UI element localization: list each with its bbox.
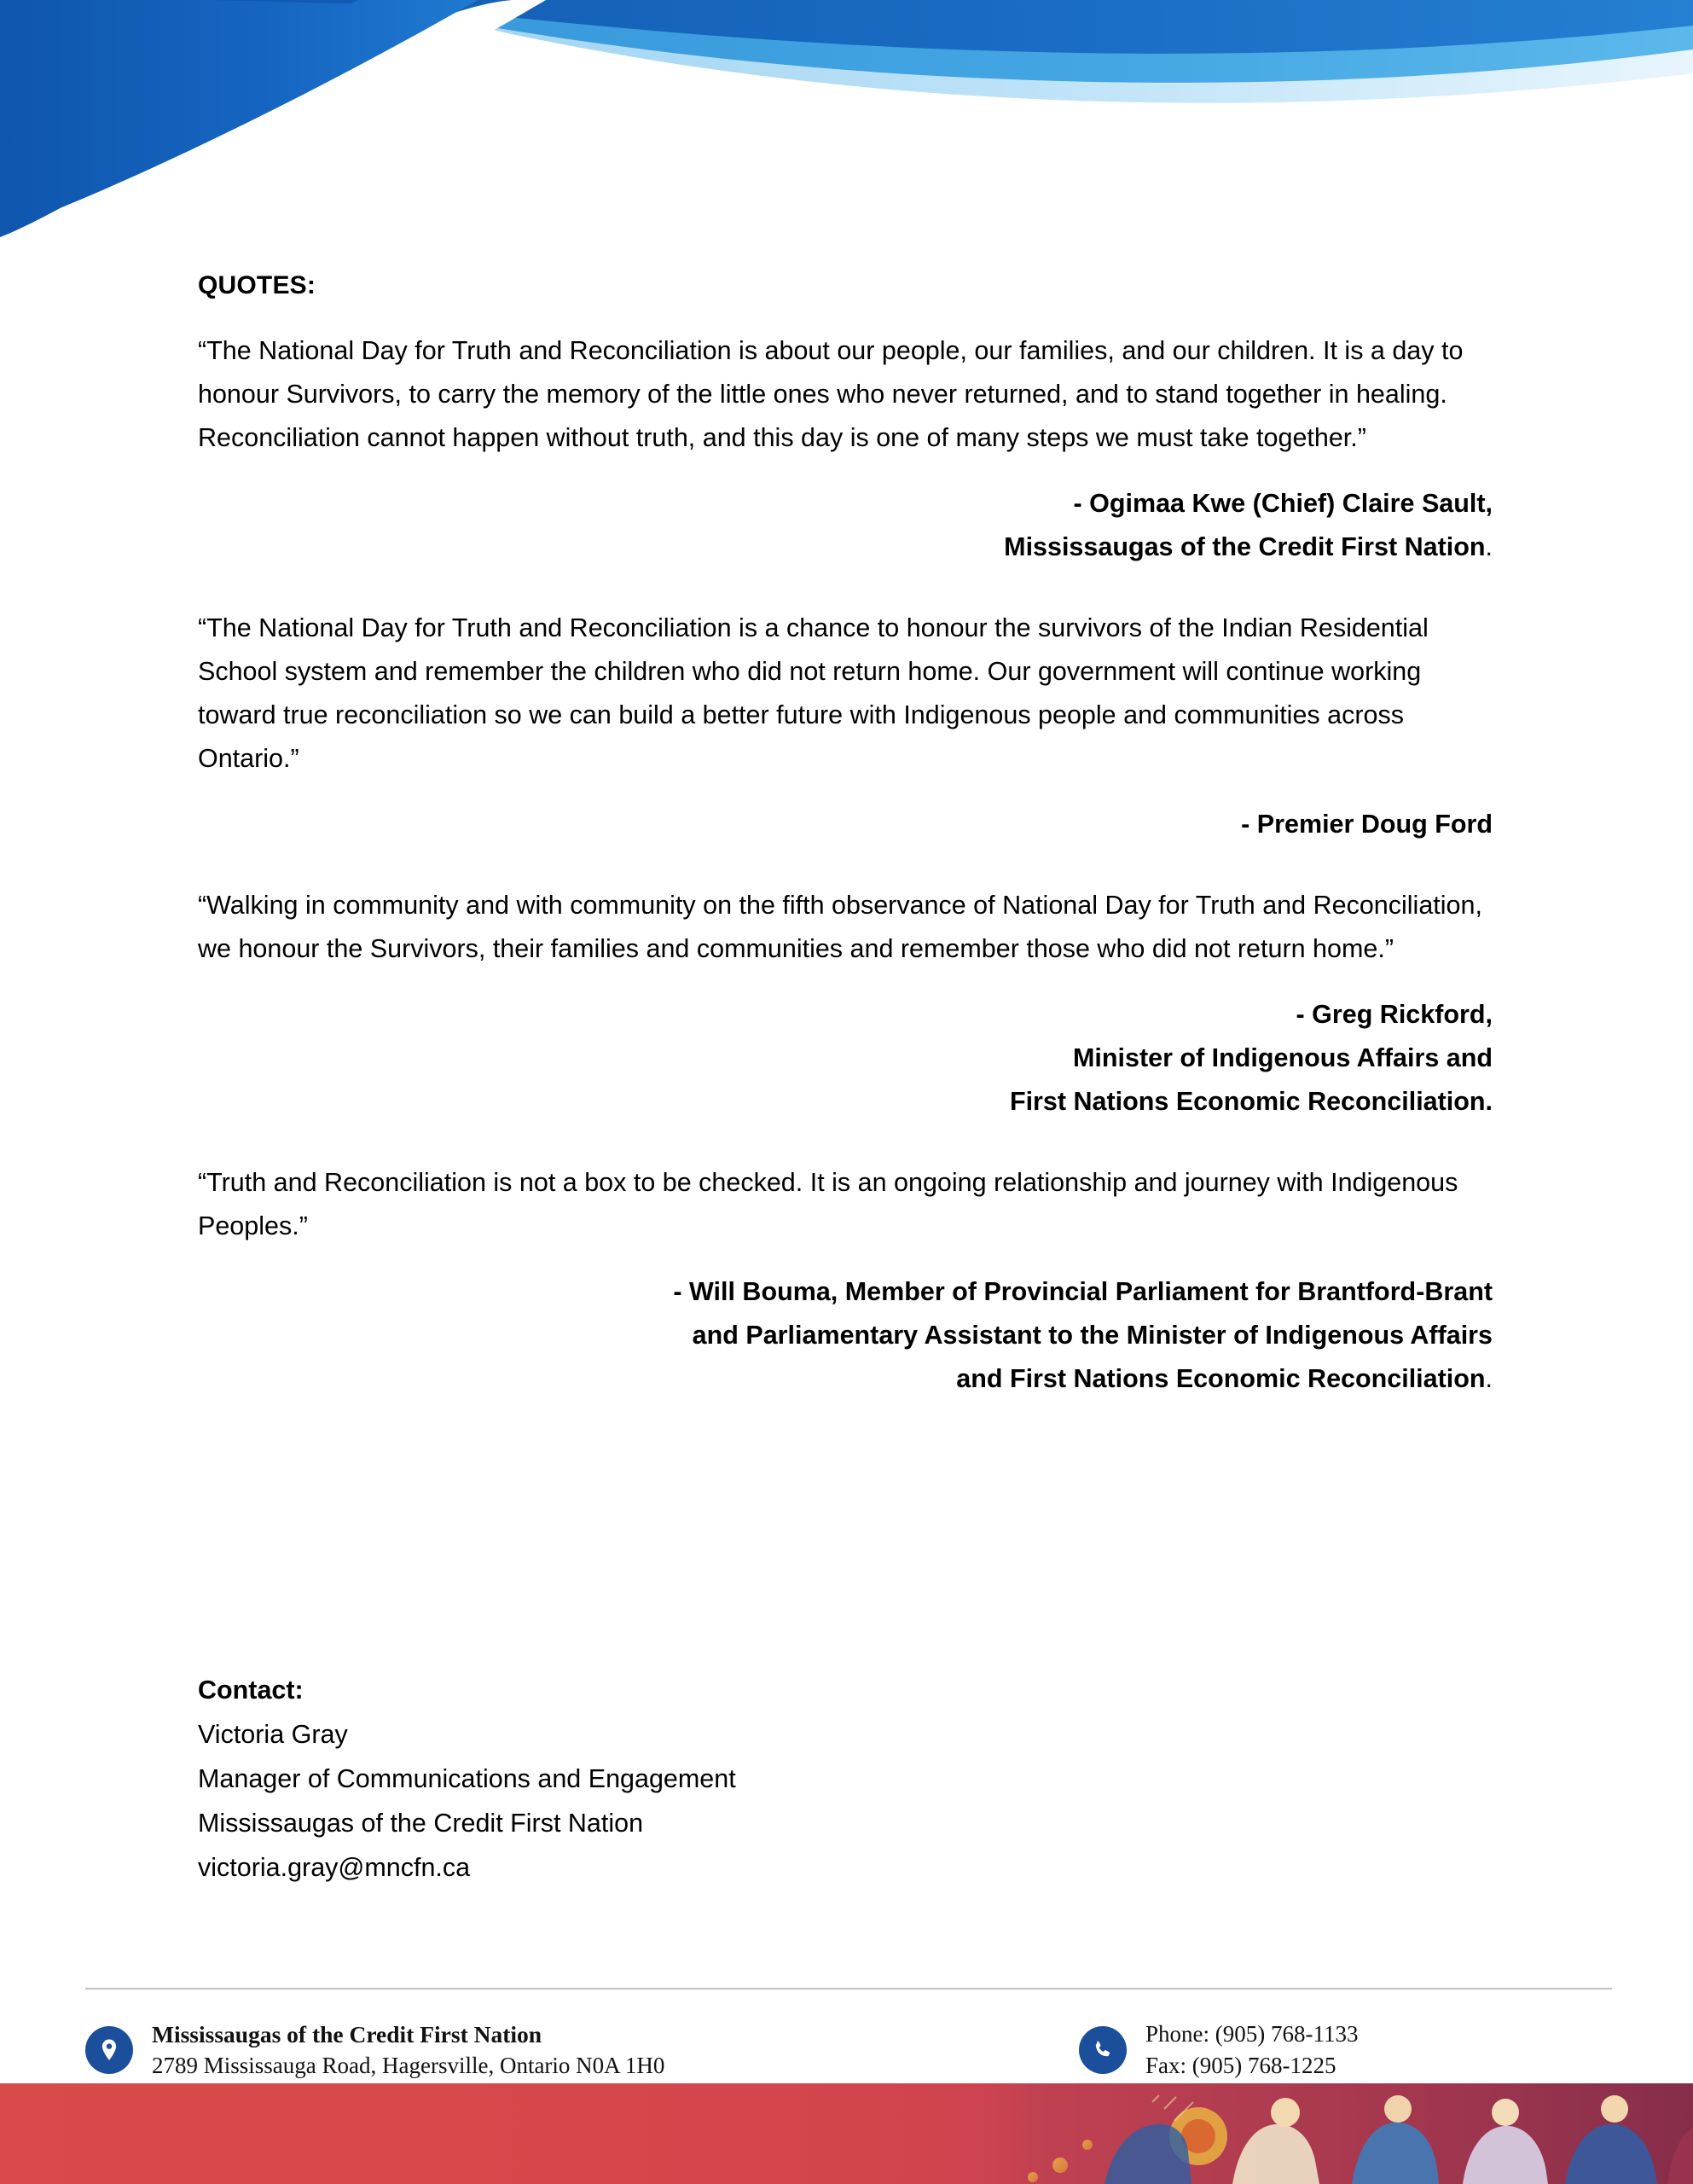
section-label-quotes: QUOTES: <box>198 271 316 299</box>
contact-email[interactable]: victoria.gray@mncfn.ca <box>198 1853 471 1882</box>
page-footer <box>0 1988 1693 2184</box>
attribution-line-3a: - Greg Rickford, <box>1296 1000 1493 1029</box>
attribution-line-4c: and First Nations Economic Reconciliation <box>956 1364 1486 1393</box>
footer-org-name: Mississaugas of the Credit First Nation <box>152 2021 542 2048</box>
attribution-tail-1: . <box>1485 532 1493 561</box>
footer-contact-group <box>1079 2018 1358 2082</box>
attribution-line-2a: - Premier Doug Ford <box>1241 810 1493 839</box>
quote-attribution-4 <box>198 1270 1494 1401</box>
footer-address-group <box>85 2018 664 2082</box>
attribution-line-4a: - Will Bouma, Member of Provincial Parliament for Brantford-Brant <box>673 1277 1493 1306</box>
attribution-line-1b: Mississaugas of the Credit First Nation <box>1004 532 1486 561</box>
indigenous-artwork-icon <box>951 2083 1693 2184</box>
contact-title: Manager of Communications and Engagement <box>198 1764 736 1793</box>
header-swoosh-graphic <box>0 0 1693 282</box>
header-decoration <box>0 0 1693 282</box>
attribution-line-3c: First Nations Economic Reconciliation. <box>1009 1087 1493 1116</box>
phone-icon <box>1079 2026 1127 2074</box>
footer-divider <box>85 1988 1612 1989</box>
footer-art-band <box>0 2083 1693 2184</box>
attribution-line-4b: and Parliamentary Assistant to the Minister of Indigenous Affairs <box>692 1321 1493 1350</box>
footer-address: 2789 Mississauga Road, Hagersville, Ontario N0A 1H0 <box>152 2053 665 2078</box>
attribution-line-1a: - Ogimaa Kwe (Chief) Claire Sault, <box>1073 489 1493 518</box>
quote-text-2: “The National Day for Truth and Reconciliation is a chance to honour the survivors of the Indian Residential School system and remember the children who did not return home. Our government will continue working toward true reconciliation so we can build a better future with Indigenous people and communities across Ontario.” <box>198 613 1429 773</box>
quote-attribution-2 <box>198 803 1494 846</box>
quote-attribution-3 <box>198 993 1494 1124</box>
attribution-line-3b: Minister of Indigenous Affairs and <box>1073 1043 1493 1072</box>
location-pin-icon <box>85 2026 133 2074</box>
footer-phone: Phone: (905) 768-1133 <box>1145 2021 1359 2047</box>
footer-address-text <box>152 2018 664 2082</box>
quote-text-3: “Walking in community and with community on the fifth observance of National Day for Truth and Reconciliation, we honour the Survivors, their families and communities and remember those who did not return home.” <box>198 891 1482 963</box>
footer-phone-text <box>1145 2018 1358 2082</box>
contact-name: Victoria Gray <box>198 1720 348 1749</box>
document-body <box>198 271 1494 1438</box>
attribution-tail-4: . <box>1485 1364 1493 1393</box>
footer-fax: Fax: (905) 768-1225 <box>1145 2053 1336 2078</box>
contact-heading: Contact: <box>198 1676 304 1705</box>
quote-attribution-1 <box>198 482 1494 569</box>
contact-block <box>198 1668 736 1890</box>
quote-text-4: “Truth and Reconciliation is not a box to be checked. It is an ongoing relationship and journey with Indigenous Peoples.” <box>198 1168 1458 1240</box>
quote-text-1: “The National Day for Truth and Reconciliation is about our people, our families, and our children. It is a day to honour Survivors, to carry the memory of the little ones who never returned, and to stand together in healing. Reconciliation cannot happen without truth, and this day is one of many steps we must take together.” <box>198 336 1464 452</box>
contact-organization: Mississaugas of the Credit First Nation <box>198 1809 644 1838</box>
